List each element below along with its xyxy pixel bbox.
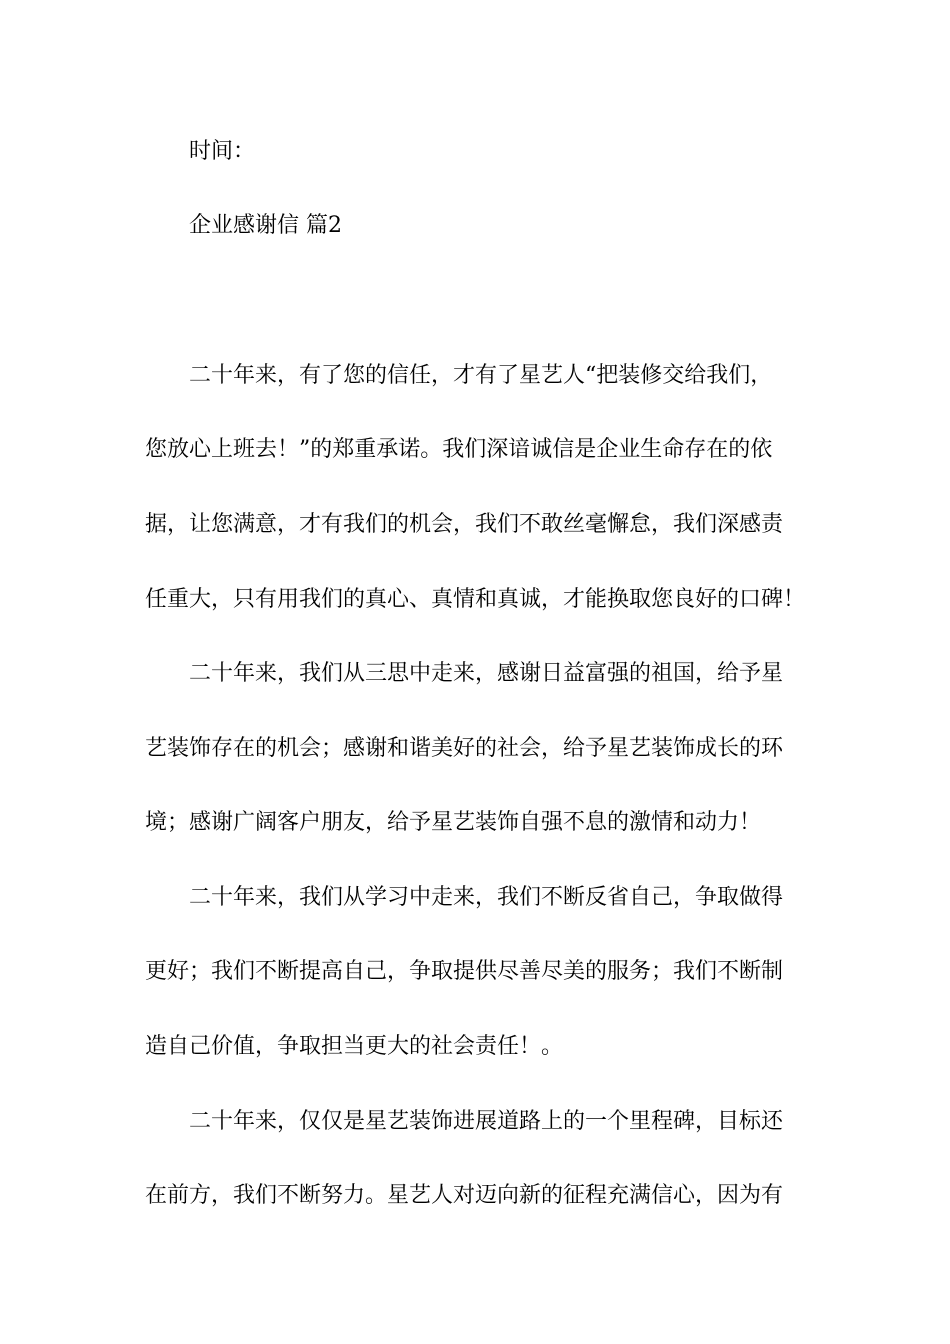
paragraph-1-line-3: 据，让您满意，才有我们的机会，我们不敢丝毫懈怠，我们深感责: [145, 512, 784, 537]
paragraph-1-line-4: 任重大，只有用我们的真心、真情和真诚，才能换取您良好的口碑！: [145, 587, 806, 612]
paragraph-4-line-2: 在前方，我们不断努力。星艺人对迈向新的征程充满信心，因为有: [145, 1183, 784, 1208]
paragraph-3-line-2: 更好；我们不断提高自己，争取提供尽善尽美的服务；我们不断制: [145, 959, 784, 984]
paragraph-2-line-3: 境；感谢广阔客户朋友，给予星艺装饰自强不息的激情和动力！: [145, 810, 762, 835]
paragraph-3-line-1: 二十年来，我们从学习中走来，我们不断反省自己，争取做得: [189, 885, 784, 910]
paragraph-1-line-1: 二十年来，有了您的信任，才有了星艺人“把装修交给我们，: [189, 363, 773, 388]
paragraph-3-line-3: 造自己价值，争取担当更大的社会责任！。: [145, 1034, 564, 1059]
paragraph-2-line-1: 二十年来，我们从三思中走来，感谢日益富强的祖国，给予星: [189, 661, 784, 686]
time-label: 时间：: [189, 139, 256, 164]
paragraph-4-line-1: 二十年来，仅仅是星艺装饰进展道路上的一个里程碑，目标还: [189, 1109, 784, 1134]
section-title: 企业感谢信 篇2: [189, 213, 342, 238]
paragraph-1-line-2: 您放心上班去！”的郑重承诺。我们深谙诚信是企业生命存在的依: [145, 437, 773, 462]
paragraph-2-line-2: 艺装饰存在的机会；感谢和谐美好的社会，给予星艺装饰成长的环: [145, 736, 784, 761]
